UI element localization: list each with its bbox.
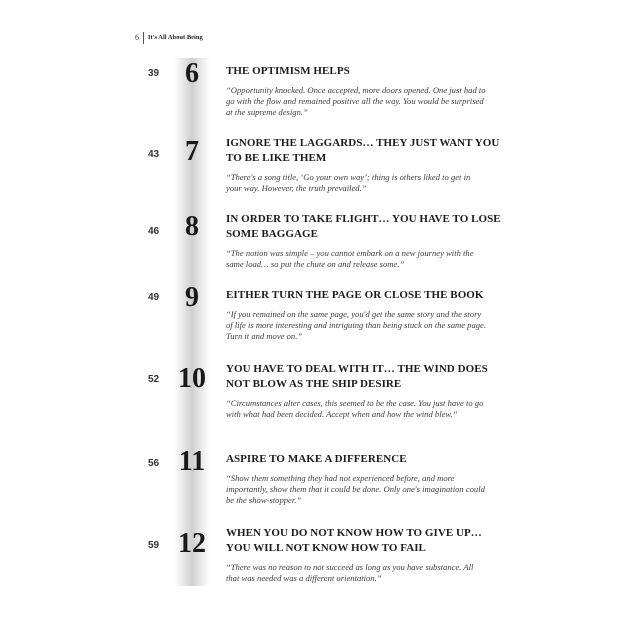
chapter-number: 6	[185, 58, 199, 89]
chapter-title: IN ORDER TO TAKE FLIGHT… YOU HAVE TO LOSE SOME BAGGAGE	[226, 213, 501, 240]
header-divider	[143, 32, 144, 44]
chapter-quote: “If you remained on the same page, you'd get the same story and the story of life is more interesting and intriguing than being stuck on the same page. Turn it and move on.”	[226, 309, 487, 342]
entry-page-number: 56	[148, 458, 160, 469]
chapter-number: 8	[185, 211, 199, 242]
chapter-number: 7	[185, 136, 199, 167]
entry-page-number: 59	[148, 540, 160, 551]
entry-page-number: 49	[148, 292, 160, 303]
entry-text	[226, 64, 501, 119]
chapter-title: WHEN YOU DO NOT KNOW HOW TO GIVE UP… YOU WILL NOT KNOW HOW TO FAIL	[226, 527, 482, 554]
chapter-title: YOU HAVE TO DEAL WITH IT… THE WIND DOES NOT BLOW AS THE SHIP DESIRE	[226, 363, 488, 390]
entry-page-number: 46	[148, 226, 160, 237]
chapter-number: 9	[185, 282, 199, 313]
chapter-title: EITHER TURN THE PAGE OR CLOSE THE BOOK	[226, 289, 484, 301]
entry-page-number: 39	[148, 68, 160, 79]
entry-text	[226, 452, 501, 507]
chapter-quote: “Circumstances alter cases, this seemed to be the case. You just have to go with what had been decided. Accept when and how the wind blew.”	[226, 398, 484, 420]
chapter-number: 12	[178, 528, 206, 559]
chapter-quote: “The notion was simple – you cannot embark on a new journey with the same load… so put the chute on and release some.”	[226, 248, 474, 270]
chapter-quote: “Show them something they had not experienced before, and more importantly, show them that it could be done. Only one's imagination could be the show-stopper.”	[226, 473, 485, 506]
header-running-title: It's All About Being	[148, 33, 203, 41]
entry-text	[226, 362, 501, 420]
chapter-title: IGNORE THE LAGGARDS… THEY JUST WANT YOU TO BE LIKE THEM	[226, 137, 500, 164]
chapter-quote: “There was no reason to not succeed as long as you have substance. All that was needed was a different orientation.”	[226, 562, 474, 584]
entry-text	[226, 212, 501, 270]
entry-text	[226, 526, 501, 584]
running-header	[135, 32, 203, 44]
entry-page-number: 43	[148, 149, 160, 160]
chapter-title: THE OPTIMISM HELPS	[226, 65, 350, 77]
header-page-number: 6	[135, 33, 139, 42]
chapter-title: ASPIRE TO MAKE A DIFFERENCE	[226, 453, 407, 465]
chapter-number: 11	[178, 446, 206, 477]
entry-text	[226, 136, 501, 194]
entry-text	[226, 288, 501, 343]
chapter-quote: “Opportunity knocked. Once accepted, more doors opened. One just had to go with the flow and remained positive all the way. You would be surprised at the supreme design.”	[226, 85, 486, 118]
entry-page-number: 52	[148, 374, 160, 385]
chapter-number: 10	[178, 363, 206, 394]
chapter-quote: “There's a song title, ‘Go your own way’; thing is others liked to get in your way. However, the truth prevailed.”	[226, 172, 471, 194]
